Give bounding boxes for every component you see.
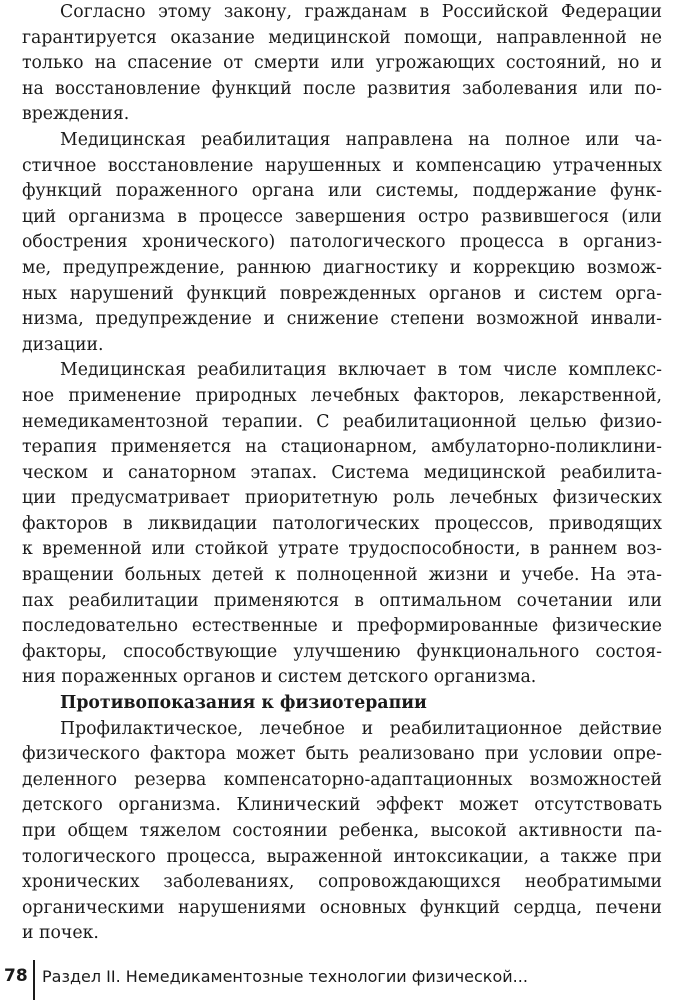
text-line: деленного резерва компенсаторно-адаптационных возможностей: [22, 769, 662, 790]
text-line: ния пораженных органов и систем детского организма.: [22, 667, 537, 688]
text-line: вреждения.: [22, 104, 130, 125]
text-line: ных нарушений функций поврежденных органов и систем орга-: [22, 283, 662, 304]
text-line: органическими нарушениями основных функций сердца, печени: [22, 897, 662, 918]
text-line: физического фактора может быть реализовано при условии опре-: [22, 744, 662, 765]
text-line: на восстановление функций после развития заболевания или по-: [22, 78, 662, 99]
text-line: факторы, способствующие улучшению функционального состоя-: [22, 641, 662, 662]
text-line: ме, предупреждение, раннюю диагностику и коррекцию возмож-: [22, 257, 662, 278]
text-line: ции предусматривает приоритетную роль лечебных физических: [22, 488, 662, 509]
text-line: ций организма в процессе завершения остро развившегося (или: [22, 206, 662, 227]
text-line: ное применение природных лечебных факторов, лекарственной,: [22, 385, 662, 406]
section-heading: Противопоказания к физиотерапии: [60, 693, 427, 714]
text-line: терапия применяется на стационарном, амбулаторно-поликлини-: [22, 437, 662, 458]
running-header: Раздел II. Немедикаментозные технологии физической...: [42, 967, 528, 986]
text-line: вращении больных детей к полноценной жизни и учебе. На эта-: [22, 565, 662, 586]
footer-divider: [33, 960, 35, 1000]
text-line: к временной или стойкой утрате трудоспособности, в раннем воз-: [22, 539, 662, 560]
text-line: низма, предупреждение и снижение степени возможной инвали-: [22, 309, 662, 330]
text-line: обострения хронического) патологического процесса в организ-: [22, 232, 662, 253]
text-line: ческом и санаторном этапах. Система медицинской реабилита-: [22, 462, 662, 483]
text-line: Согласно этому закону, гражданам в Российской Федерации: [60, 2, 662, 22]
text-line: хронических заболеваниях, сопровождающихся необратимыми: [22, 872, 662, 893]
text-line: и почек.: [22, 923, 99, 944]
text-line: немедикаментозной терапии. С реабилитационной целью физио-: [22, 411, 662, 432]
text-line: функций пораженного органа или системы, поддержание функ-: [22, 181, 662, 202]
text-line: последовательно естественные и преформированные физические: [22, 616, 662, 637]
text-line: Медицинская реабилитация направлена на полное или ча-: [60, 129, 662, 150]
text-line: при общем тяжелом состоянии ребенка, высокой активности па-: [22, 821, 662, 841]
page-number: 78: [4, 966, 28, 986]
text-line: только на спасение от смерти или угрожающих состояний, но и: [22, 53, 662, 74]
page-footer: [0, 956, 679, 1000]
text-line: факторов в ликвидации патологических процессов, приводящих: [22, 513, 662, 534]
text-line: пах реабилитации применяются в оптимальном сочетании или: [22, 590, 662, 611]
page-body: [22, 0, 662, 947]
text-line: Профилактическое, лечебное и реабилитационное действие: [60, 718, 662, 739]
text-line: дизации.: [22, 334, 104, 355]
text-line: Медицинская реабилитация включает в том числе комплекс-: [60, 360, 662, 381]
text-line: детского организма. Клинический эффект может отсутствовать: [22, 795, 662, 816]
text-line: стичное восстановление нарушенных и компенсацию утраченных: [22, 155, 662, 176]
text-line: тологического процесса, выраженной интоксикации, а также при: [22, 846, 662, 867]
text-line: гарантируется оказание медицинской помощи, направленной не: [22, 27, 662, 48]
